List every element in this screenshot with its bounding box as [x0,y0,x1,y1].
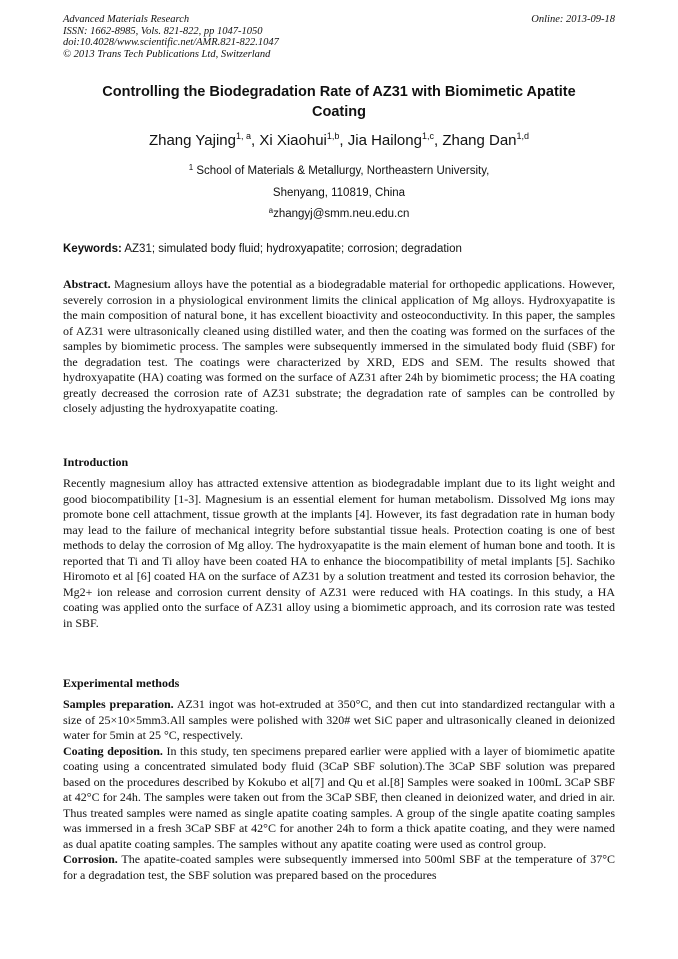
author-sep: , [339,132,348,149]
email-line [60,207,618,221]
affiliation-sup: 1 [188,163,194,172]
copyright: © 2013 Trans Tech Publications Ltd, Switzerland [63,48,271,60]
introduction-text: Recently magnesium alloy has attracted extensive attention as biodegradable implant due to its light weight and good biocompatibility [1-3]. Magnesium is an essential element for human metabolism. Dissolved Mg ions may promote bone cell attachment, tissue growth at the implants [4]. However, its fast degradation rate in human body may lead to the failure of mechanical integrity before substantial tissue heals. Protection coating is one of best methods to delay the corrosion of Mg alloy. The hydroxyapatite is the main element of human bone and tooth. It is reported that Ti and Ti alloy have been coated HA to enhance the biocompatibility of metal implants [5]. Sachiko Hiromoto et al [6] coated HA on the surface of AZ31 by a solution treatment and tested its corrosion behavior, the Mg2+ ion release and corrosion current density of AZ31 were reduced with HA coatings. In this study, a HA coating was applied onto the surface of AZ31 alloy using a biomimetic approach, and its corrosion rate was tested in SBF. [63,476,615,630]
keywords-text: AZ31; simulated body fluid; hydroxyapatite; corrosion; degradation [121,243,462,255]
coating-text: In this study, ten specimens prepared earlier were applied with a layer of biomimetic apatite coating using a concentrated simulated body fluid (3CaP SBF solution).The 3CaP SBF solution was prepared based on the procedures described by Kokubo et al[7] and Qu et al.[8] Samples were soaked in 100mL 3CaP SBF at 42°C for 24h. The samples were taken out from the 3CaP SBF, then cleaned in deionized water, and dried in air. Thus treated samples were named as single apatite coating samples. A group of the single apatite coating samples was immersed in a fresh 3CaP SBF at 42°C for another 24h to form a thick apatite coating, and they were named as dual apatite coating samples. The samples without any apatite coating were used as control group. [63,743,615,851]
methods-heading: Experimental methods [63,676,180,690]
author-list [60,131,618,151]
author-email: zhangyj@smm.neu.edu.cn [273,208,410,220]
doi: doi:10.4028/www.scientific.net/AMR.821-822.1047 [63,37,279,48]
corrosion-paragraph [63,852,615,883]
author-sup: 1,c [421,131,434,141]
author-name: Jia Hailong [347,132,422,149]
abstract-text: Magnesium alloys have the potential as a biodegradable material for orthopedic applications. However, severely corrosion in a physiological environment limits the clinical application of Mg alloys. Hydroxyapatite is the main composition of natural bone, it has excellent bioactivity and osteoconductivity. In this paper, the samples of AZ31 were ultrasonically cleaned using distilled water, and then the coating was formed on the surfaces of the samples by biomimetic process. The samples were subsequently immersed in the simulated body fluid (SBF) for the degradation test. The coatings were characterized by XRD, EDS and SEM. The results showed that hydroxyapatite (HA) coating was formed on the surface of AZ31 after 24h by biomimetic process; the HA coating greatly decreased the corrosion rate of AZ31 substrate; the degradation rate of samples can be controlled by closely adjusting the hydroxyapatite coating. [63,277,615,415]
title-line-2: Coating [312,104,366,120]
issn: ISSN: 1662-8985, Vols. 821-822, pp 1047-1050 [63,25,263,37]
journal-header [63,14,615,60]
keywords-label: Keywords: [63,243,122,255]
introduction [63,455,615,631]
abstract-label: Abstract. [63,277,111,291]
author-name: Zhang Dan [442,132,517,149]
coating-paragraph [63,744,615,853]
author-sep: , [433,132,443,149]
corrosion-label: Corrosion. [63,852,118,866]
author-sup: 1, a [235,131,251,141]
introduction-heading: Introduction [63,455,129,469]
coating-label: Coating deposition. [63,743,163,758]
abstract [63,277,615,417]
paper-title [60,82,618,122]
author-name: Xi Xiaohui [259,132,327,149]
online-date: Online: 2013-09-18 [531,14,615,25]
corrosion-text: The apatite-coated samples were subsequently immersed into 500ml SBF at the temperature of 37°C for a degradation test, the SBF solution was prepared based on the procedures [63,852,615,882]
author-name: Zhang Yajing [148,132,236,149]
author-sup: 1,d [516,131,530,141]
title-line-1: Controlling the Biodegradation Rate of AZ31 with Biomimetic Apatite [102,84,576,100]
affiliation-line-2: Shenyang, 110819, China [272,187,406,199]
abstract-paragraph [63,277,615,417]
author-sup: 1,b [326,131,340,141]
samples-paragraph [63,697,615,744]
keywords [63,242,615,256]
experimental-methods [63,676,615,883]
author-sep: , [250,132,260,149]
affiliation-text: School of Materials & Metallurgy, Northeastern University, [193,165,490,177]
email-sup: a [268,206,274,215]
samples-text: AZ31 ingot was hot-extruded at 350°C, and then cut into standardized rectangular with a size of 25×10×5mm3.All samples were polished with 320# wet SiC paper and ultrasonically cleaned in deionized water for 5min at 25 °C, respectively. [63,697,615,742]
journal-name: Advanced Materials Research [63,14,190,25]
samples-label: Samples preparation. [63,697,174,711]
affiliation-line-1 [60,164,618,178]
